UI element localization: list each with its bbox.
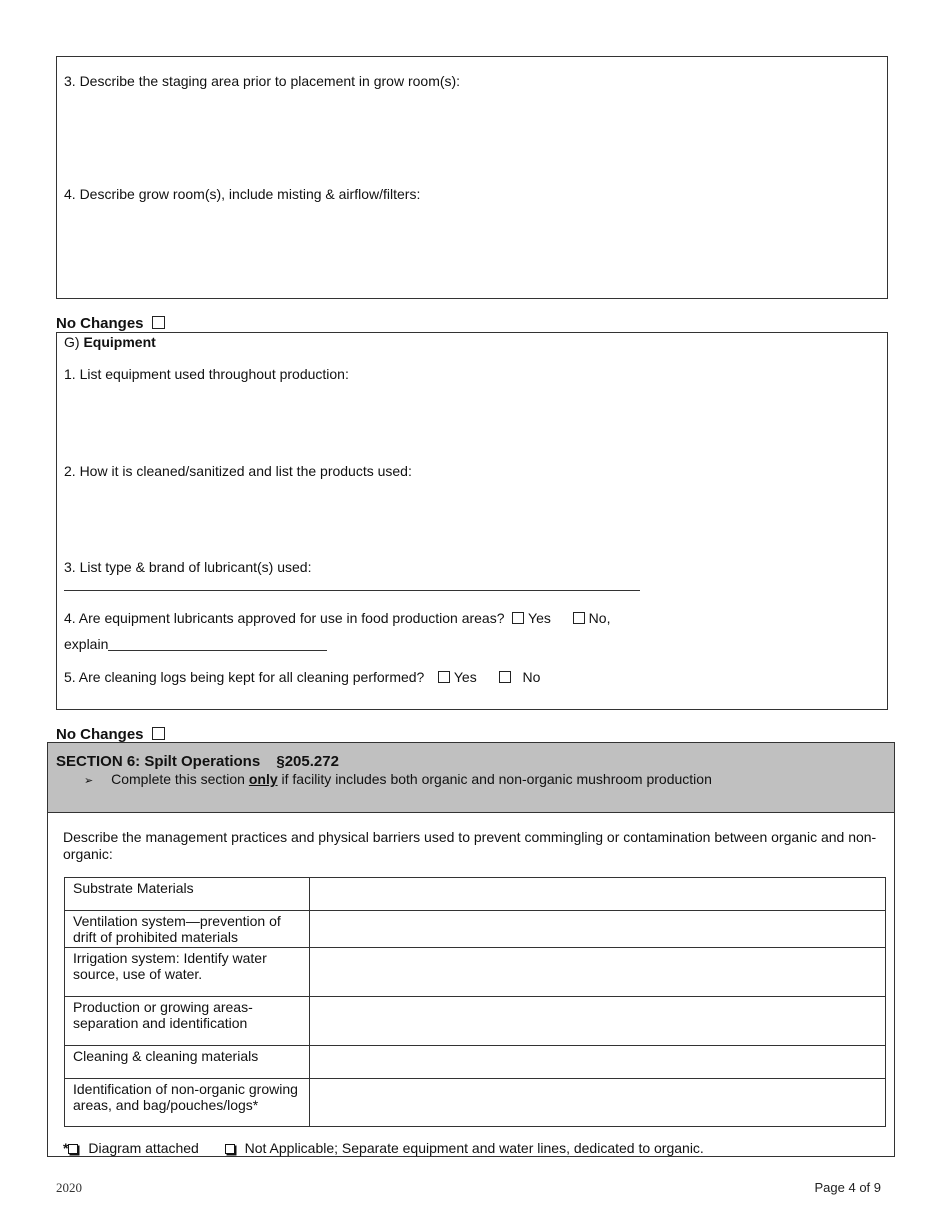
section6-footnote bbox=[63, 1140, 704, 1156]
q4-explain-label: explain bbox=[64, 636, 109, 652]
q4-explain-line[interactable] bbox=[108, 650, 327, 651]
no-changes-label: No Changes bbox=[56, 315, 144, 332]
diagram-label: Diagram attached bbox=[88, 1140, 199, 1156]
q5-no-label: No bbox=[522, 669, 541, 685]
row-label: Substrate Materials bbox=[65, 878, 310, 911]
q4-explain bbox=[64, 636, 108, 652]
equipment-title: Equipment bbox=[83, 334, 156, 350]
row-label: Ventilation system—prevention of drift of prohibited materials bbox=[65, 911, 310, 948]
no-changes-section6 bbox=[56, 726, 165, 743]
not-applicable-checkbox[interactable] bbox=[225, 1144, 235, 1154]
table-row bbox=[65, 997, 886, 1046]
equipment-question-1: 1. List equipment used throughout production: bbox=[64, 366, 349, 382]
row-answer[interactable] bbox=[310, 911, 886, 948]
section6-title-text: SECTION 6: Spilt Operations bbox=[56, 753, 261, 770]
no-changes-equipment bbox=[56, 315, 165, 332]
q4-yes-label: Yes bbox=[528, 610, 551, 626]
table-row bbox=[65, 1046, 886, 1079]
note-post: if facility includes both organic and non-organic mushroom production bbox=[281, 771, 712, 787]
q5-no-checkbox[interactable] bbox=[499, 671, 511, 683]
table-row bbox=[65, 1079, 886, 1127]
equipment-letter: G) bbox=[64, 334, 80, 350]
equipment-heading bbox=[64, 334, 156, 350]
note-pre: Complete this section bbox=[111, 771, 245, 787]
q4-no-checkbox[interactable] bbox=[573, 612, 585, 624]
note-bold: only bbox=[248, 771, 278, 787]
row-label: Irrigation system: Identify water source, use of water. bbox=[65, 948, 310, 997]
footer-year: 2020 bbox=[56, 1180, 82, 1195]
equipment-box bbox=[56, 332, 888, 710]
no-changes-checkbox[interactable] bbox=[152, 316, 165, 329]
row-answer[interactable] bbox=[310, 1046, 886, 1079]
separation-table bbox=[64, 877, 886, 1127]
lubricant-answer-line[interactable] bbox=[64, 590, 640, 591]
table-row bbox=[65, 878, 886, 911]
no-changes-label: No Changes bbox=[56, 726, 144, 743]
equipment-question-2: 2. How it is cleaned/sanitized and list the products used: bbox=[64, 463, 412, 479]
q4-no-label: No, bbox=[588, 610, 611, 626]
not-applicable-label: Not Applicable; Separate equipment and water lines, dedicated to organic. bbox=[244, 1140, 704, 1156]
section6-note bbox=[84, 771, 712, 787]
row-label: Identification of non-organic growing areas, and bag/pouches/logs* bbox=[65, 1079, 310, 1127]
equipment-question-3: 3. List type & brand of lubricant(s) used: bbox=[64, 559, 312, 575]
section6-describe: Describe the management practices and physical barriers used to prevent commingling or contamination between organic and non-organic: bbox=[63, 829, 877, 862]
row-answer[interactable] bbox=[310, 878, 886, 911]
q5-yes-label: Yes bbox=[453, 669, 477, 685]
q4-yes-checkbox[interactable] bbox=[512, 612, 524, 624]
table-row bbox=[65, 948, 886, 997]
row-answer[interactable] bbox=[310, 948, 886, 997]
table-row bbox=[65, 911, 886, 948]
q4-text: 4. Are equipment lubricants approved for use in food production areas? bbox=[64, 610, 505, 626]
no-changes-checkbox[interactable] bbox=[152, 727, 165, 740]
footer-page: Page 4 of 9 bbox=[814, 1180, 881, 1195]
staging-question-3: 3. Describe the staging area prior to placement in grow room(s): bbox=[64, 73, 461, 89]
staging-question-4: 4. Describe grow room(s), include misting & airflow/filters: bbox=[64, 186, 421, 202]
row-answer[interactable] bbox=[310, 997, 886, 1046]
diagram-checkbox[interactable] bbox=[68, 1144, 78, 1154]
bullet-arrow-icon: ➢ bbox=[84, 774, 94, 787]
q5-text: 5. Are cleaning logs being kept for all cleaning performed? bbox=[64, 669, 425, 685]
row-label: Cleaning & cleaning materials bbox=[65, 1046, 310, 1079]
asterisk: * bbox=[63, 1140, 69, 1156]
section6-title bbox=[56, 753, 339, 770]
equipment-question-5 bbox=[64, 669, 540, 685]
q5-yes-checkbox[interactable] bbox=[438, 671, 450, 683]
equipment-question-4 bbox=[64, 610, 610, 626]
staging-box bbox=[56, 56, 888, 299]
section6-reg: §205.272 bbox=[276, 753, 339, 770]
row-answer[interactable] bbox=[310, 1079, 886, 1127]
row-label: Production or growing areas-separation and identification bbox=[65, 997, 310, 1046]
